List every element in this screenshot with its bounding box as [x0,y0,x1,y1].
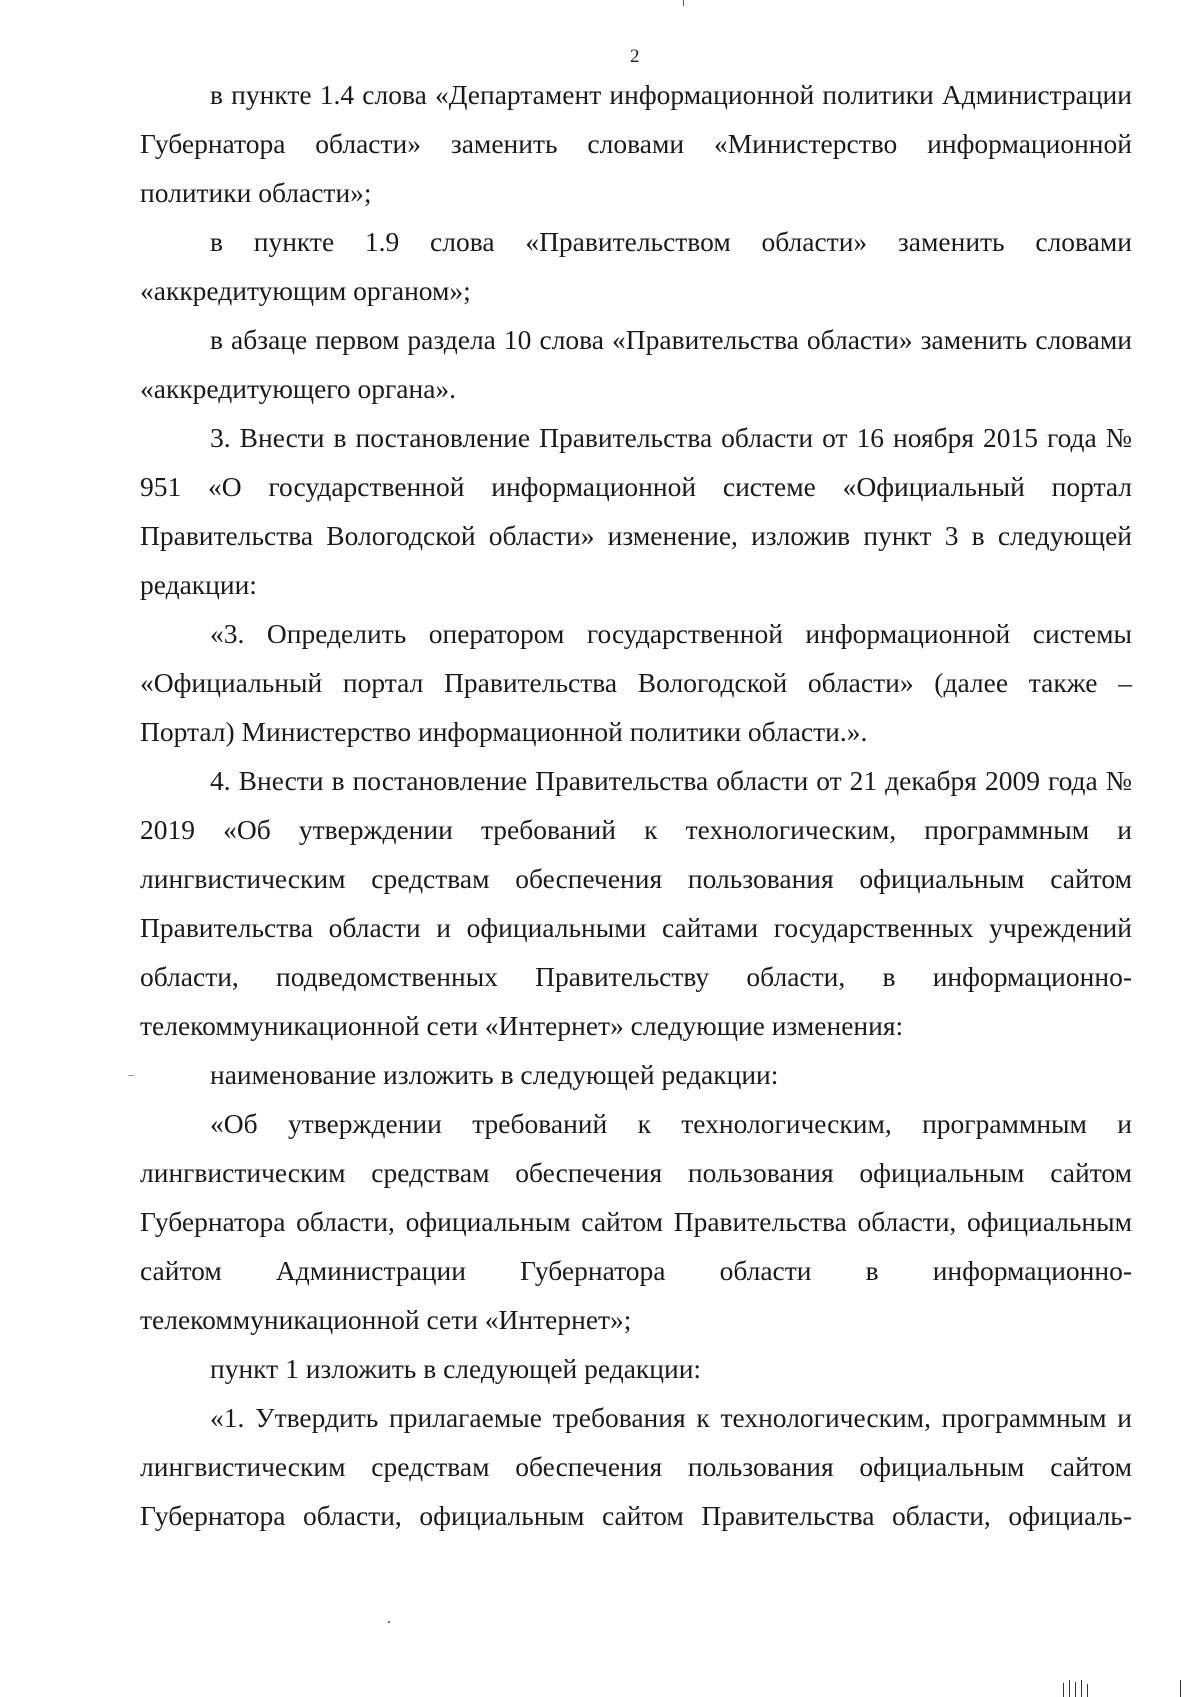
scan-artifact-left [128,1075,134,1076]
paragraph-item-1-9: в пункте 1.9 слова «Правительством области» заменить словами «аккредитующим органом»; [140,226,1132,306]
paragraph-3-new-text: «3. Определить оператором государственной информационной системы «Официальный портал Правительства Вологодской области» (далее также – Портал) Министерство информационной политики области.». [140,618,1132,747]
paragraph-3-amend-951: 3. Внести в постановление Правительства области от 16 ноября 2015 года № 951 «О государственной информационной системе «Официальный портал Правительства Вологодской области» изменение, изложив пункт 3 в следующей редакции: [140,422,1132,600]
paragraph-new-title: «Об утверждении требований к технологическим, программным и лингвистическим средствам обеспечения пользования официальным сайтом Губернатора области, официальным сайтом Правительства области, официальным сайтом Администрации Губернатора области в информационно-телекоммуникационной сети «Интернет»; [140,1108,1132,1335]
paragraph-point-1-new-text: «1. Утвердить прилагаемые требования к технологическим, программным и лингвистическим средствам обеспечения пользования официальным сайтом Губернатора области, официальным сайтом Правительства области, официаль- [140,1402,1132,1531]
document-body [140,70,1132,1540]
page-number: 2 [630,46,640,67]
scan-artifact-top [683,0,684,6]
paragraph-section-10: в абзаце первом раздела 10 слова «Правительства области» заменить словами «аккредитующего органа». [140,324,1132,404]
scan-artifact-dot [388,1621,390,1623]
paragraph-item-1-4: в пункте 1.4 слова «Департамент информационной политики Администрации Губернатора области» заменить словами «Министерство информационной политики области»; [140,79,1132,208]
paragraph-title-change: наименование изложить в следующей редакции: [210,1059,779,1090]
paragraph-point-1-change: пункт 1 изложить в следующей редакции: [210,1353,702,1384]
scan-artifact-bottom-ticks [1063,1680,1183,1697]
paragraph-4-amend-2019: 4. Внести в постановление Правительства области от 21 декабря 2009 года № 2019 «Об утверждении требований к технологическим, программным и лингвистическим средствам обеспечения пользования официальным сайтом Правительства области и официальными сайтами государственных учреждений области, подведомственных Правительству области, в информационно-телекоммуникационной сети «Интернет» следующие изменения: [140,765,1132,1041]
